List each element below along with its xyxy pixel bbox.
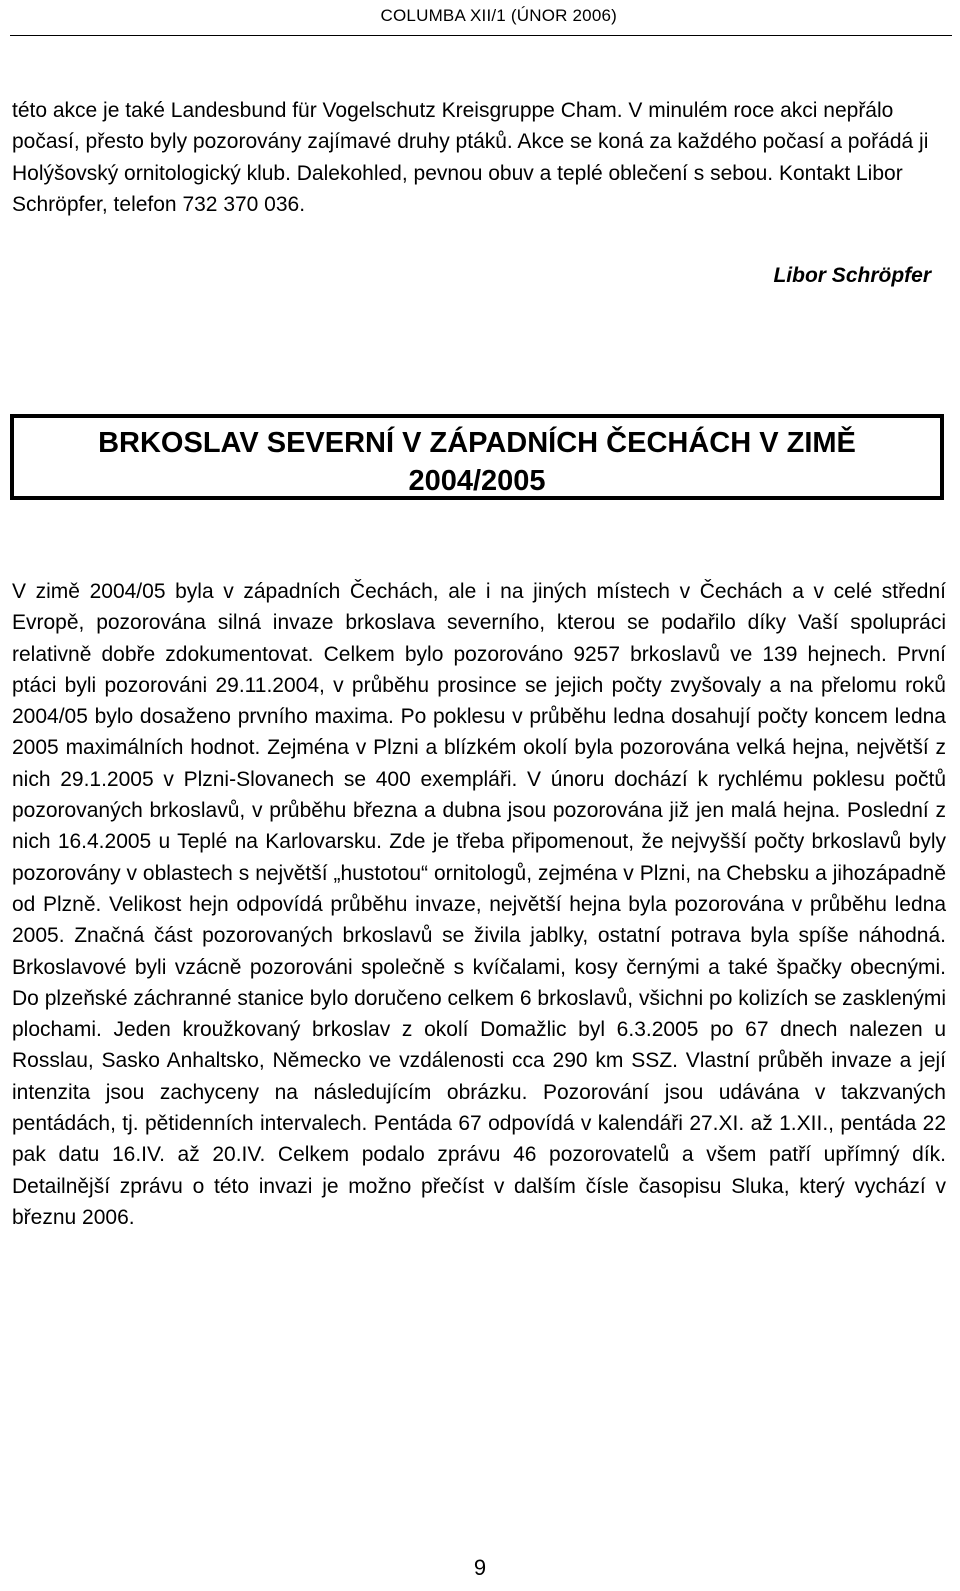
article-title-years: 2004/2005 bbox=[408, 465, 546, 497]
intro-paragraph: této akce je také Landesbund für Vogelschutz Kreisgruppe Cham. V minulém roce akci nepřálo počasí, přesto byly pozorovány zajímavé druhy ptáků. Akce se koná za každého počasí a pořádá ji Holýšovský ornitologický klub. Dalekohled, pevnou obuv a teplé oblečení s sebou. Kontakt Libor Schröpfer, telefon 732 370 036. bbox=[12, 99, 929, 216]
author-signature: Libor Schröpfer bbox=[773, 264, 931, 287]
article-title: BRKOSLAV SEVERNÍ V ZÁPADNÍCH ČECHÁCH V ZIMĚ bbox=[98, 427, 856, 459]
article-body: V zimě 2004/05 byla v západních Čechách, ale i na jiných místech v Čechách a v celé střední Evropě, pozorována silná invaze brkoslava severního, kterou se podařilo díky Vaší spolupráci relativně dobře zdokumentovat. Celkem bylo pozorováno 9257 brkoslavů ve 139 hejnech. První ptáci byli pozorováni 29.11.2004, v průběhu prosince se jejich počty zvyšovaly a na přelomu roků 2004/05 bylo dosaženo prvního maxima. Po poklesu v průběhu ledna dosahují počty koncem ledna 2005 maximálních hodnot. Zejména v Plzni a blízkém okolí byla pozorována velká hejna, největší z nich 29.1.2005 v Plzni-Slovanech se 400 exempláři. V únoru dochází k rychlému poklesu počtů pozorovaných brkoslavů, v průběhu března a dubna jsou pozorována již jen malá hejna. Poslední z nich 16.4.2005 u Teplé na Karlovarsku. Zde je třeba připomenout, že nejvyšší počty brkoslavů byly pozorovány v oblastech s největší „hustotou“ ornitologů, zejména v Plzni, na Chebsku a jihozápadně od Plzně. Velikost hejn odpovídá průběhu invaze, největší hejna byla pozorována v průběhu ledna 2005. Značná část pozorovaných brkoslavů se živila jablky, ostatní potrava byla spíše náhodná. Brkoslavové byli vzácně pozorováni společně s kvíčalami, kosy černými a také špačky obecnými. Do plzeňské záchranné stanice bylo doručeno celkem 6 brkoslavů, všichni po kolizích se zasklenými plochami. Jeden kroužkovaný brkoslav z okolí Domažlic byl 6.3.2005 po 67 dnech nalezen u Rosslau, Sasko Anhaltsko, Německo ve vzdálenosti cca 290 km SSZ. Vlastní průběh invaze a její intenzita jsou zachyceny na následujícím obrázku. Pozorování jsou udávána v takzvaných pentádách, tj. pětidenních intervalech. Pentáda 67 odpovídá v kalendáři 27.XI. až 1.XII., pentáda 22 pak datu 16.IV. až 20.IV. Celkem podalo zprávu 46 pozorovatelů a všem patří upřímný dík. Detailnější zprávu o této invazi je možno přečíst v dalším čísle časopisu Sluka, který vychází v březnu 2006. bbox=[12, 580, 946, 1229]
article-title-box bbox=[10, 414, 944, 500]
running-head: COLUMBA XII/1 (ÚNOR 2006) bbox=[380, 6, 617, 25]
page-number: 9 bbox=[473, 1555, 487, 1580]
header-divider bbox=[10, 35, 952, 36]
